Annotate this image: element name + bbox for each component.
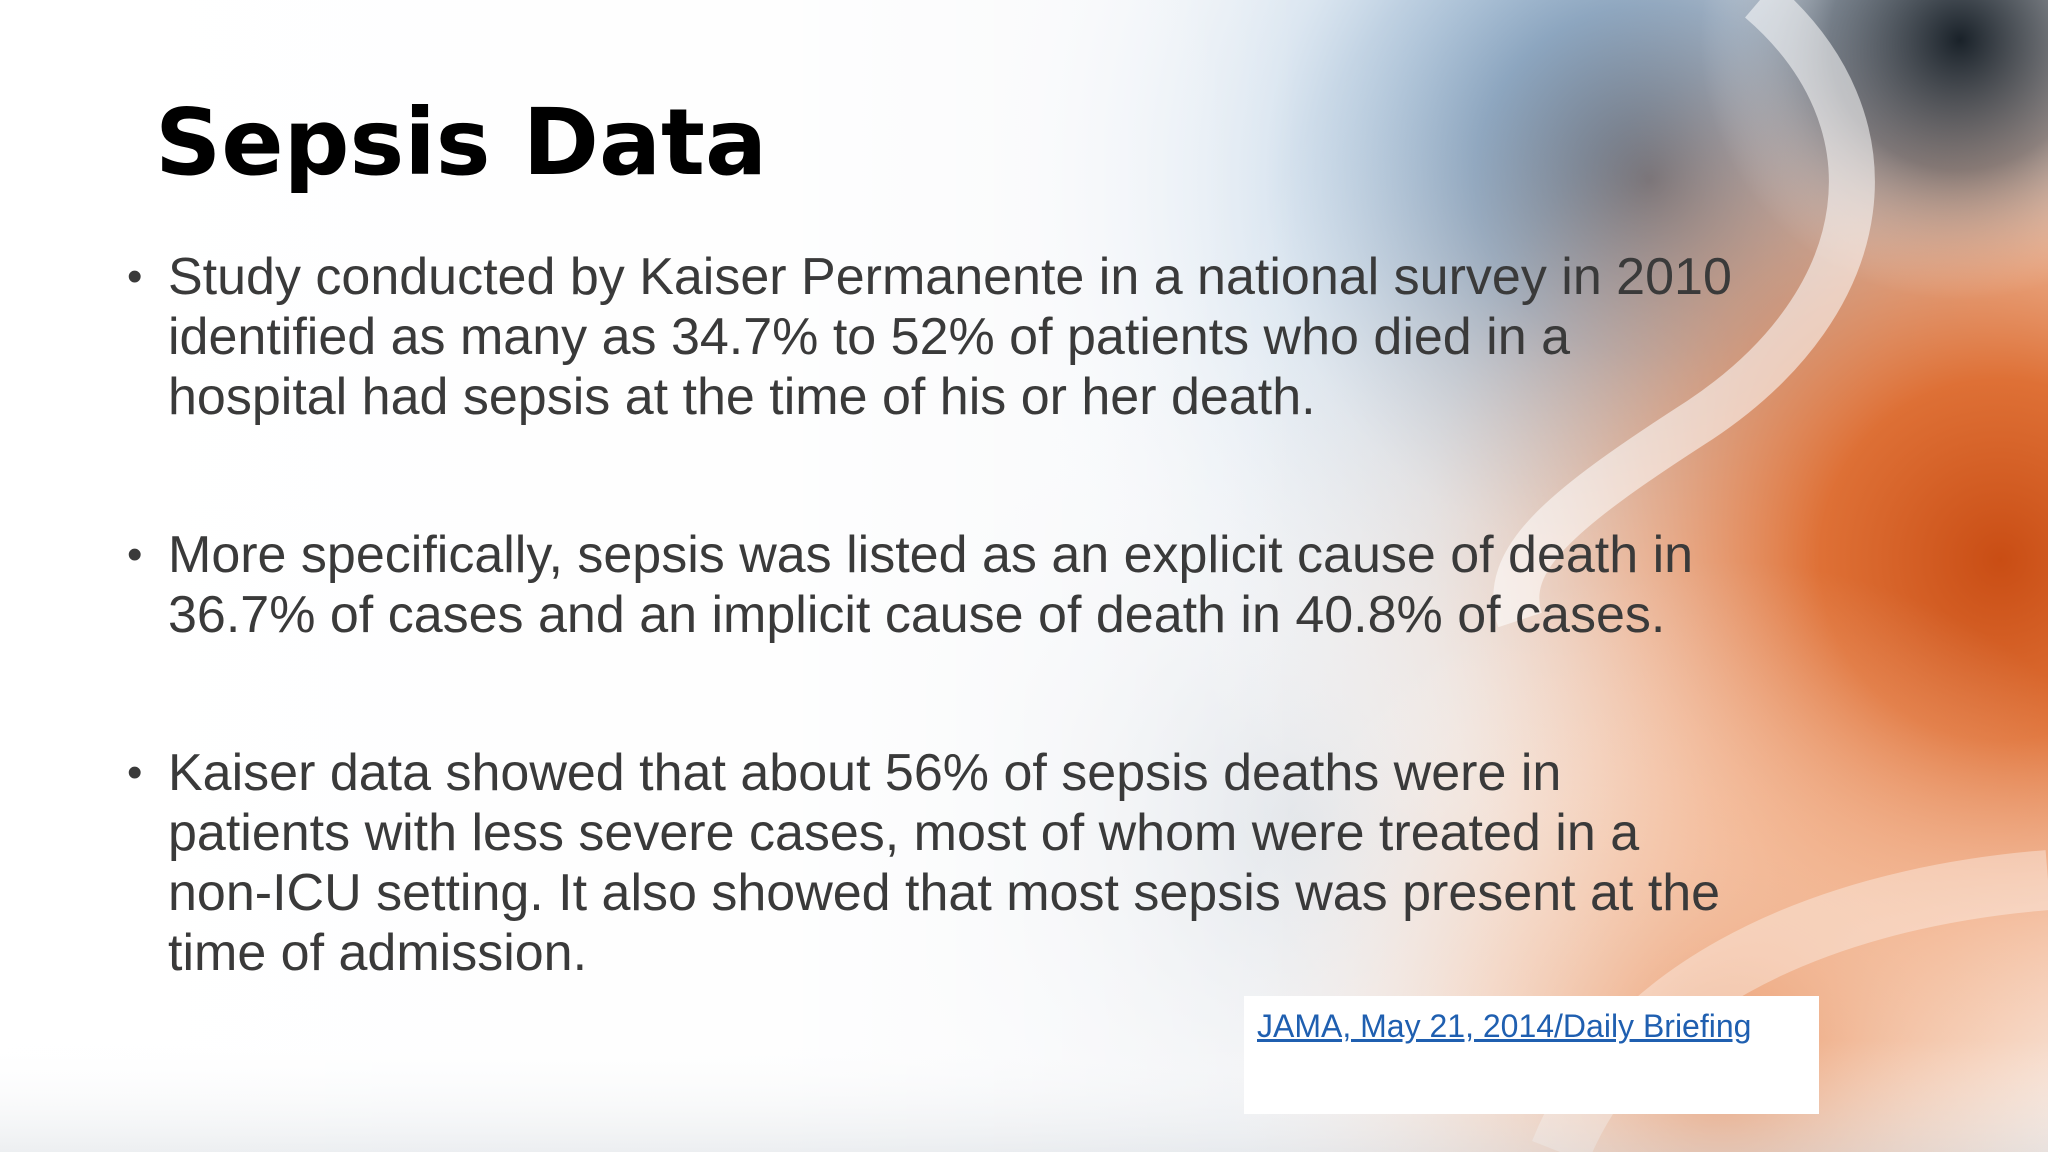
bullet-list [125,247,1925,983]
bullet-line: patients with less severe cases, most of whom were treated in a [168,804,1640,862]
bullet-line: Study conducted by Kaiser Permanente in a national survey in 2010 [168,248,1732,306]
bullet-line: non-ICU setting. It also showed that most sepsis was present at the [168,864,1721,922]
bullet-line: time of admission. [168,924,588,982]
bullet-line: identified as many as 34.7% to 52% of patients who died in a [168,308,1570,366]
bullet-line: More specifically, sepsis was listed as an explicit cause of death in [168,526,1694,584]
bullet-item-kaiser-data [125,743,1925,983]
bullet-line: 36.7% of cases and an implicit cause of death in 40.8% of cases. [168,586,1666,644]
slide-title: Sepsis Data [155,89,768,196]
bullet-dot-icon: • [127,252,143,301]
bullet-dot-icon: • [127,530,143,579]
bullet-line: hospital had sepsis at the time of his or her death. [168,368,1316,426]
citation-link[interactable]: JAMA, May 21, 2014/Daily Briefing [1257,1008,1752,1044]
citation-box [1244,996,1819,1114]
bullet-item-cause-of-death [125,525,1925,645]
bullet-line: Kaiser data showed that about 56% of sepsis deaths were in [168,744,1562,802]
bullet-dot-icon: • [127,748,143,797]
bullet-item-kaiser-study [125,247,1925,427]
